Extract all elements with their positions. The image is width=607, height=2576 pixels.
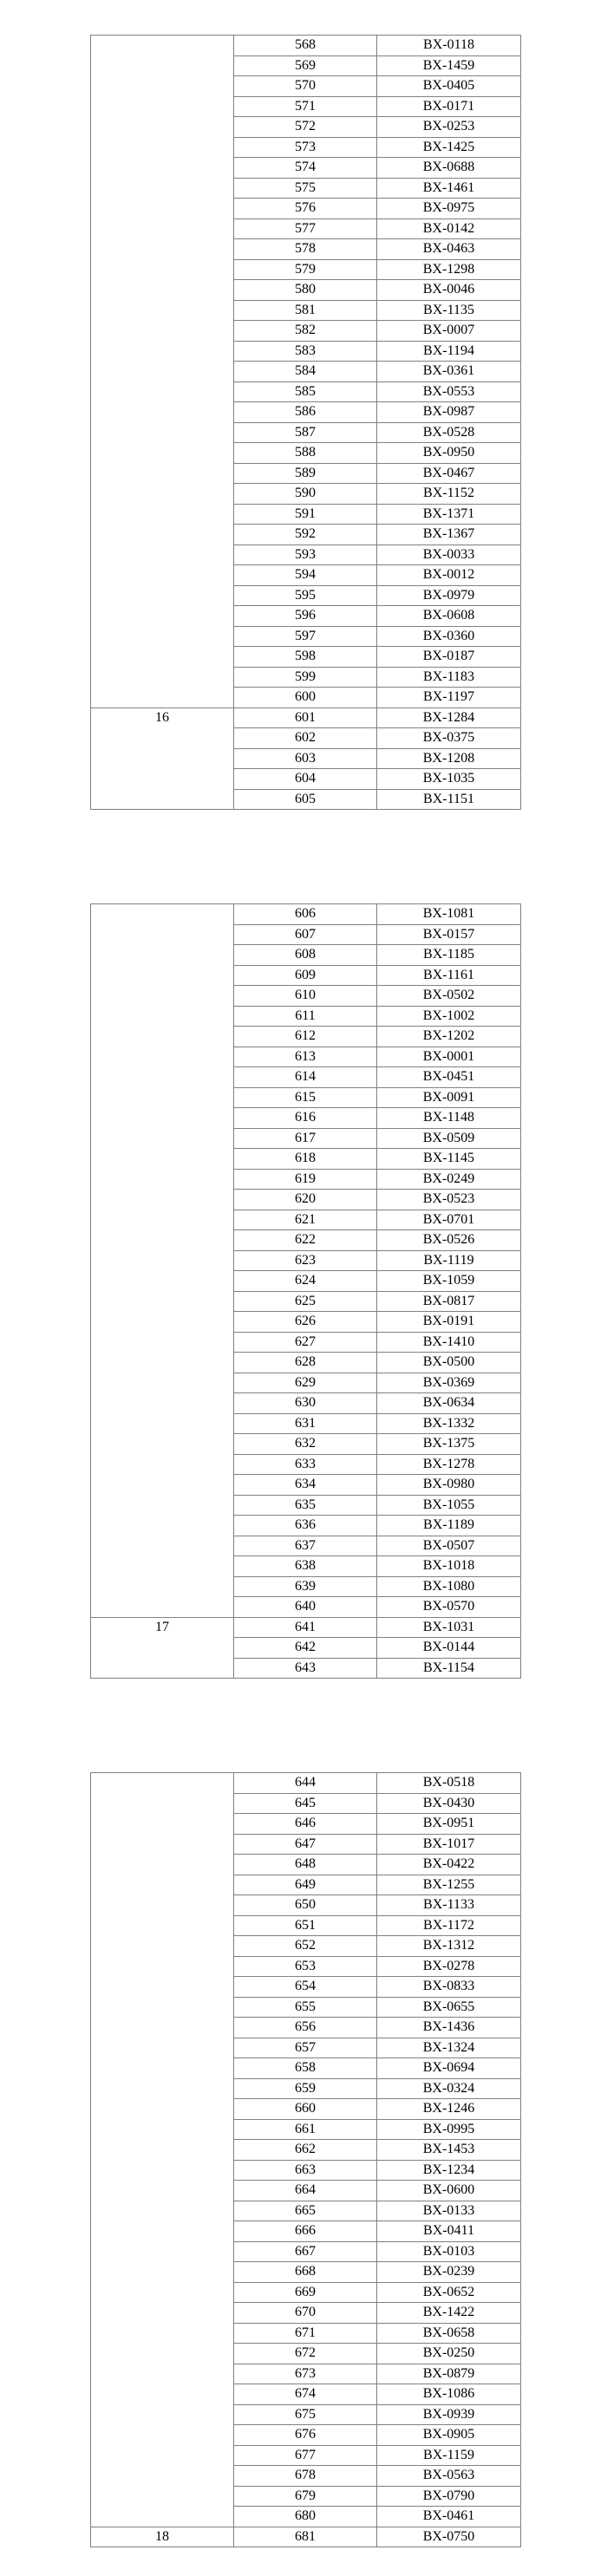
box-code-cell: BX-0091 <box>377 1087 521 1108</box>
serial-number-cell: 649 <box>234 1875 377 1895</box>
serial-number-cell: 588 <box>234 443 377 464</box>
box-code-cell: BX-1459 <box>377 55 521 76</box>
table-row <box>91 2527 521 2547</box>
serial-number-cell: 638 <box>234 1556 377 1577</box>
serial-number-cell: 572 <box>234 117 377 138</box>
table-row <box>91 1617 521 1638</box>
serial-number-cell: 570 <box>234 76 377 97</box>
serial-number-cell: 612 <box>234 1027 377 1047</box>
box-code-cell: BX-0467 <box>377 463 521 484</box>
box-code-cell: BX-1183 <box>377 667 521 688</box>
box-code-cell: BX-1119 <box>377 1250 521 1271</box>
box-code-cell: BX-0600 <box>377 2181 521 2201</box>
box-code-cell: BX-0187 <box>377 647 521 668</box>
serial-number-cell: 677 <box>234 2445 377 2466</box>
box-code-cell: BX-1202 <box>377 1027 521 1047</box>
box-code-cell: BX-1312 <box>377 1936 521 1957</box>
serial-number-cell: 640 <box>234 1597 377 1618</box>
box-code-cell: BX-0523 <box>377 1190 521 1210</box>
group-number-cell <box>91 1773 234 2527</box>
serial-number-cell: 585 <box>234 382 377 402</box>
serial-number-cell: 648 <box>234 1855 377 1875</box>
box-code-cell: BX-0833 <box>377 1977 521 1998</box>
box-code-cell: BX-0979 <box>377 585 521 606</box>
serial-number-cell: 633 <box>234 1454 377 1475</box>
serial-number-cell: 646 <box>234 1814 377 1835</box>
box-code-cell: BX-1194 <box>377 341 521 362</box>
serial-number-cell: 616 <box>234 1108 377 1129</box>
box-code-cell: BX-1255 <box>377 1875 521 1895</box>
serial-number-cell: 681 <box>234 2527 377 2547</box>
box-code-cell: BX-0422 <box>377 1855 521 1875</box>
serial-number-cell: 671 <box>234 2323 377 2344</box>
serial-number-cell: 618 <box>234 1149 377 1170</box>
box-code-cell: BX-0133 <box>377 2201 521 2221</box>
serial-number-cell: 658 <box>234 2058 377 2079</box>
serial-number-cell: 625 <box>234 1291 377 1312</box>
box-code-cell: BX-0570 <box>377 1597 521 1618</box>
serial-number-cell: 607 <box>234 924 377 945</box>
box-code-cell: BX-0817 <box>377 1291 521 1312</box>
box-code-cell: BX-0463 <box>377 239 521 260</box>
serial-number-cell: 659 <box>234 2078 377 2099</box>
serial-number-cell: 587 <box>234 422 377 443</box>
serial-number-cell: 636 <box>234 1516 377 1536</box>
serial-number-cell: 590 <box>234 484 377 505</box>
serial-number-cell: 574 <box>234 158 377 179</box>
serial-number-cell: 611 <box>234 1006 377 1027</box>
box-code-cell: BX-0987 <box>377 402 521 423</box>
box-code-cell: BX-0191 <box>377 1312 521 1333</box>
box-code-cell: BX-0046 <box>377 280 521 301</box>
box-code-cell: BX-0939 <box>377 2404 521 2425</box>
serial-number-cell: 568 <box>234 36 377 56</box>
serial-number-cell: 578 <box>234 239 377 260</box>
serial-number-cell: 675 <box>234 2404 377 2425</box>
serial-number-cell: 626 <box>234 1312 377 1333</box>
box-code-cell: BX-1332 <box>377 1413 521 1434</box>
box-code-cell: BX-0361 <box>377 362 521 382</box>
box-code-cell: BX-0688 <box>377 158 521 179</box>
box-code-cell: BX-0250 <box>377 2344 521 2364</box>
box-code-cell: BX-0012 <box>377 565 521 586</box>
serial-number-cell: 669 <box>234 2282 377 2303</box>
box-code-cell: BX-1059 <box>377 1271 521 1292</box>
box-code-cell: BX-0608 <box>377 606 521 627</box>
box-code-cell: BX-1151 <box>377 789 521 810</box>
serial-number-cell: 642 <box>234 1638 377 1659</box>
serial-number-cell: 596 <box>234 606 377 627</box>
box-code-cell: BX-0103 <box>377 2241 521 2262</box>
serial-number-cell: 592 <box>234 525 377 545</box>
box-code-cell: BX-1189 <box>377 1516 521 1536</box>
box-code-cell: BX-1246 <box>377 2099 521 2120</box>
serial-number-cell: 621 <box>234 1210 377 1230</box>
serial-number-cell: 643 <box>234 1658 377 1679</box>
box-code-cell: BX-0518 <box>377 1773 521 1794</box>
serial-number-cell: 628 <box>234 1353 377 1373</box>
serial-number-cell: 581 <box>234 300 377 321</box>
serial-number-cell: 609 <box>234 965 377 986</box>
box-code-cell: BX-1133 <box>377 1895 521 1916</box>
box-code-cell: BX-1371 <box>377 504 521 525</box>
serial-number-cell: 584 <box>234 362 377 382</box>
serial-number-cell: 619 <box>234 1169 377 1190</box>
box-code-cell: BX-1159 <box>377 2445 521 2466</box>
box-code-cell: BX-1298 <box>377 259 521 280</box>
box-code-cell: BX-1031 <box>377 1617 521 1638</box>
box-code-cell: BX-0007 <box>377 321 521 342</box>
serial-number-cell: 583 <box>234 341 377 362</box>
box-code-cell: BX-0502 <box>377 986 521 1007</box>
serial-number-cell: 661 <box>234 2119 377 2140</box>
box-list-table-3 <box>90 1772 521 2547</box>
serial-number-cell: 664 <box>234 2181 377 2201</box>
serial-number-cell: 644 <box>234 1773 377 1794</box>
box-code-cell: BX-0950 <box>377 443 521 464</box>
box-code-cell: BX-0253 <box>377 117 521 138</box>
box-code-cell: BX-1145 <box>377 1149 521 1170</box>
serial-number-cell: 569 <box>234 55 377 76</box>
serial-number-cell: 634 <box>234 1475 377 1496</box>
serial-number-cell: 608 <box>234 945 377 966</box>
serial-number-cell: 670 <box>234 2303 377 2324</box>
box-code-cell: BX-1055 <box>377 1495 521 1516</box>
serial-number-cell: 660 <box>234 2099 377 2120</box>
box-code-cell: BX-0507 <box>377 1536 521 1556</box>
serial-number-cell: 639 <box>234 1576 377 1597</box>
serial-number-cell: 623 <box>234 1250 377 1271</box>
serial-number-cell: 647 <box>234 1834 377 1855</box>
box-list-table-2 <box>90 903 521 1679</box>
serial-number-cell: 651 <box>234 1915 377 1936</box>
box-code-cell: BX-1208 <box>377 748 521 769</box>
box-code-cell: BX-1453 <box>377 2140 521 2161</box>
box-list-table-1 <box>90 35 521 810</box>
box-code-cell: BX-1080 <box>377 1576 521 1597</box>
serial-number-cell: 586 <box>234 402 377 423</box>
box-code-cell: BX-1152 <box>377 484 521 505</box>
box-code-cell: BX-0652 <box>377 2282 521 2303</box>
box-code-cell: BX-0171 <box>377 96 521 117</box>
serial-number-cell: 662 <box>234 2140 377 2161</box>
serial-number-cell: 576 <box>234 199 377 219</box>
box-code-cell: BX-0905 <box>377 2425 521 2446</box>
serial-number-cell: 571 <box>234 96 377 117</box>
serial-number-cell: 620 <box>234 1190 377 1210</box>
serial-number-cell: 606 <box>234 904 377 925</box>
group-number-cell: 18 <box>91 2527 234 2547</box>
box-code-cell: BX-0879 <box>377 2364 521 2384</box>
serial-number-cell: 595 <box>234 585 377 606</box>
group-number-cell <box>91 904 234 1618</box>
box-code-cell: BX-0033 <box>377 545 521 565</box>
box-code-cell: BX-0249 <box>377 1169 521 1190</box>
box-code-cell: BX-0528 <box>377 422 521 443</box>
box-code-cell: BX-0980 <box>377 1475 521 1496</box>
box-code-cell: BX-1410 <box>377 1332 521 1353</box>
serial-number-cell: 673 <box>234 2364 377 2384</box>
box-code-cell: BX-0142 <box>377 218 521 239</box>
serial-number-cell: 622 <box>234 1230 377 1251</box>
serial-number-cell: 614 <box>234 1067 377 1088</box>
serial-number-cell: 655 <box>234 1997 377 2018</box>
serial-number-cell: 610 <box>234 986 377 1007</box>
box-code-cell: BX-0405 <box>377 76 521 97</box>
table-row <box>91 708 521 728</box>
serial-number-cell: 657 <box>234 2038 377 2058</box>
serial-number-cell: 599 <box>234 667 377 688</box>
serial-number-cell: 680 <box>234 2507 377 2527</box>
group-number-cell: 17 <box>91 1617 234 1679</box>
box-code-cell: BX-0239 <box>377 2262 521 2283</box>
box-code-cell: BX-1017 <box>377 1834 521 1855</box>
box-code-cell: BX-0658 <box>377 2323 521 2344</box>
serial-number-cell: 665 <box>234 2201 377 2221</box>
box-code-cell: BX-0526 <box>377 1230 521 1251</box>
serial-number-cell: 577 <box>234 218 377 239</box>
serial-number-cell: 589 <box>234 463 377 484</box>
box-code-cell: BX-0430 <box>377 1793 521 1814</box>
box-code-cell: BX-0278 <box>377 1956 521 1977</box>
box-code-cell: BX-0118 <box>377 36 521 56</box>
serial-number-cell: 679 <box>234 2486 377 2507</box>
serial-number-cell: 650 <box>234 1895 377 1916</box>
serial-number-cell: 666 <box>234 2221 377 2242</box>
box-code-cell: BX-1461 <box>377 178 521 199</box>
box-code-cell: BX-1035 <box>377 769 521 790</box>
box-code-cell: BX-0360 <box>377 626 521 647</box>
box-code-cell: BX-0563 <box>377 2466 521 2487</box>
box-code-cell: BX-0655 <box>377 1997 521 2018</box>
box-code-cell: BX-0975 <box>377 199 521 219</box>
serial-number-cell: 676 <box>234 2425 377 2446</box>
box-code-cell: BX-0461 <box>377 2507 521 2527</box>
box-code-cell: BX-0500 <box>377 1353 521 1373</box>
serial-number-cell: 600 <box>234 688 377 708</box>
serial-number-cell: 575 <box>234 178 377 199</box>
serial-number-cell: 598 <box>234 647 377 668</box>
box-code-cell: BX-0750 <box>377 2527 521 2547</box>
serial-number-cell: 613 <box>234 1047 377 1067</box>
serial-number-cell: 597 <box>234 626 377 647</box>
serial-number-cell: 632 <box>234 1434 377 1455</box>
box-code-cell: BX-1185 <box>377 945 521 966</box>
box-code-cell: BX-0157 <box>377 924 521 945</box>
box-code-cell: BX-1002 <box>377 1006 521 1027</box>
serial-number-cell: 652 <box>234 1936 377 1957</box>
box-code-cell: BX-1375 <box>377 1434 521 1455</box>
box-code-cell: BX-0634 <box>377 1393 521 1414</box>
serial-number-cell: 593 <box>234 545 377 565</box>
box-code-cell: BX-1422 <box>377 2303 521 2324</box>
serial-number-cell: 635 <box>234 1495 377 1516</box>
box-code-cell: BX-1018 <box>377 1556 521 1577</box>
serial-number-cell: 631 <box>234 1413 377 1434</box>
box-code-cell: BX-1154 <box>377 1658 521 1679</box>
serial-number-cell: 601 <box>234 708 377 728</box>
serial-number-cell: 656 <box>234 2018 377 2038</box>
box-code-cell: BX-1324 <box>377 2038 521 2058</box>
serial-number-cell: 624 <box>234 1271 377 1292</box>
box-code-cell: BX-1161 <box>377 965 521 986</box>
box-code-cell: BX-0509 <box>377 1128 521 1149</box>
serial-number-cell: 667 <box>234 2241 377 2262</box>
box-code-cell: BX-0324 <box>377 2078 521 2099</box>
serial-number-cell: 653 <box>234 1956 377 1977</box>
box-code-cell: BX-0411 <box>377 2221 521 2242</box>
serial-number-cell: 580 <box>234 280 377 301</box>
box-code-cell: BX-1086 <box>377 2384 521 2405</box>
box-code-cell: BX-0553 <box>377 382 521 402</box>
box-code-cell: BX-0995 <box>377 2119 521 2140</box>
group-number-cell <box>91 36 234 708</box>
box-code-cell: BX-1284 <box>377 708 521 728</box>
serial-number-cell: 668 <box>234 2262 377 2283</box>
serial-number-cell: 663 <box>234 2160 377 2181</box>
serial-number-cell: 674 <box>234 2384 377 2405</box>
serial-number-cell: 672 <box>234 2344 377 2364</box>
serial-number-cell: 573 <box>234 137 377 158</box>
serial-number-cell: 579 <box>234 259 377 280</box>
serial-number-cell: 629 <box>234 1373 377 1393</box>
serial-number-cell: 602 <box>234 728 377 749</box>
serial-number-cell: 654 <box>234 1977 377 1998</box>
box-code-cell: BX-0375 <box>377 728 521 749</box>
box-code-cell: BX-1148 <box>377 1108 521 1129</box>
serial-number-cell: 637 <box>234 1536 377 1556</box>
serial-number-cell: 641 <box>234 1617 377 1638</box>
box-code-cell: BX-0951 <box>377 1814 521 1835</box>
box-code-cell: BX-0001 <box>377 1047 521 1067</box>
box-code-cell: BX-0144 <box>377 1638 521 1659</box>
box-code-cell: BX-1197 <box>377 688 521 708</box>
box-code-cell: BX-0369 <box>377 1373 521 1393</box>
serial-number-cell: 627 <box>234 1332 377 1353</box>
box-code-cell: BX-0694 <box>377 2058 521 2079</box>
serial-number-cell: 645 <box>234 1793 377 1814</box>
box-code-cell: BX-1234 <box>377 2160 521 2181</box>
box-code-cell: BX-0451 <box>377 1067 521 1088</box>
serial-number-cell: 678 <box>234 2466 377 2487</box>
table-row <box>91 904 521 925</box>
box-code-cell: BX-0790 <box>377 2486 521 2507</box>
serial-number-cell: 605 <box>234 789 377 810</box>
box-code-cell: BX-1081 <box>377 904 521 925</box>
box-code-cell: BX-1135 <box>377 300 521 321</box>
serial-number-cell: 591 <box>234 504 377 525</box>
serial-number-cell: 594 <box>234 565 377 586</box>
box-code-cell: BX-1425 <box>377 137 521 158</box>
box-code-cell: BX-1278 <box>377 1454 521 1475</box>
serial-number-cell: 615 <box>234 1087 377 1108</box>
table-row <box>91 36 521 56</box>
box-code-cell: BX-1172 <box>377 1915 521 1936</box>
serial-number-cell: 604 <box>234 769 377 790</box>
serial-number-cell: 617 <box>234 1128 377 1149</box>
group-number-cell: 16 <box>91 708 234 810</box>
box-code-cell: BX-1367 <box>377 525 521 545</box>
serial-number-cell: 630 <box>234 1393 377 1414</box>
box-code-cell: BX-0701 <box>377 1210 521 1230</box>
table-row <box>91 1773 521 1794</box>
box-code-cell: BX-1436 <box>377 2018 521 2038</box>
serial-number-cell: 603 <box>234 748 377 769</box>
serial-number-cell: 582 <box>234 321 377 342</box>
